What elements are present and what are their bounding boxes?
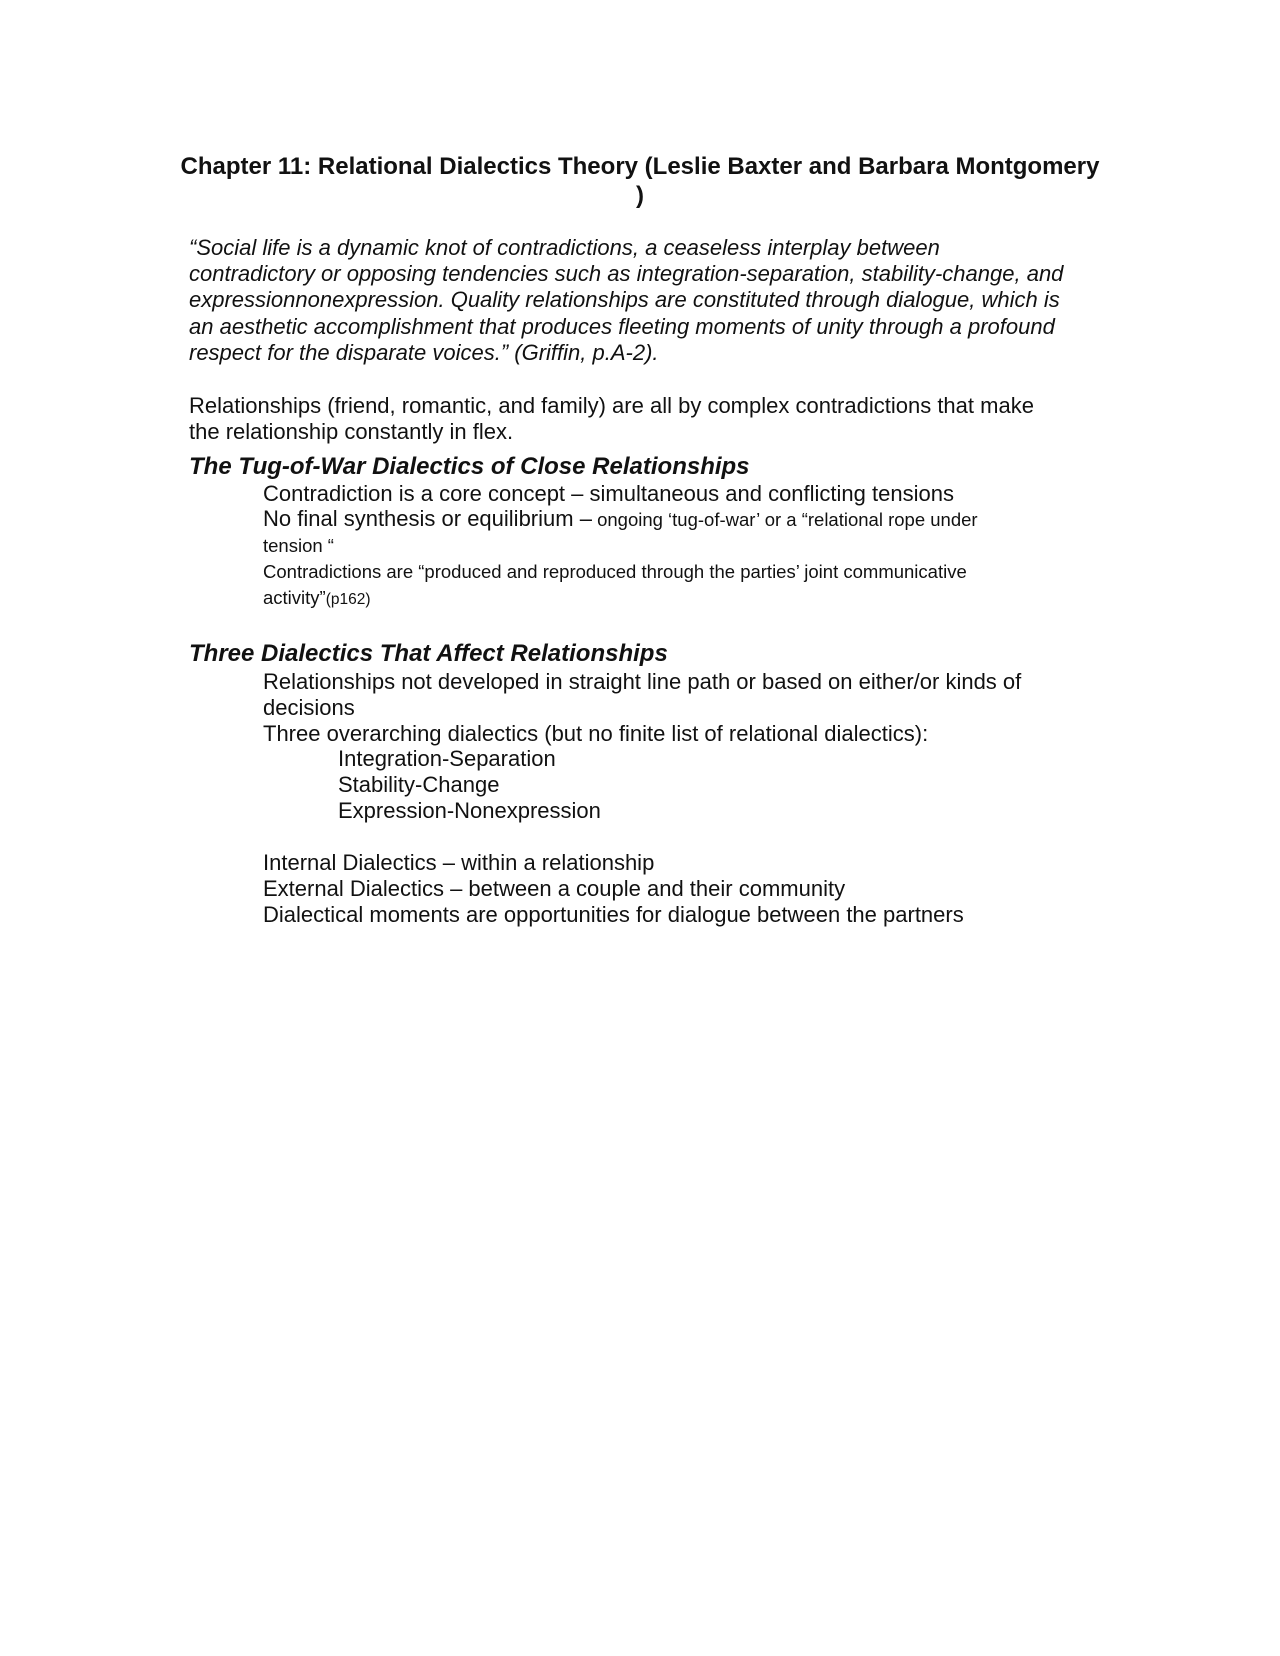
external-dialectics-line: External Dialectics – between a couple and their community	[263, 876, 846, 901]
opening-quote: “Social life is a dynamic knot of contradictions, a ceaseless interplay between contradictory or opposing tendencies such as integration-separation, stability-change, and expressionnonexpression. Quality relationships are constituted through dialogue, which is an aesthetic accomplishment that produces fleeting moments of unity through a profound respect for the disparate voices.” (Griffin, p.A-2).	[189, 235, 1064, 365]
tug-of-war-line-contradiction: Contradiction is a core concept – simultaneous and conflicting tensions	[263, 481, 954, 506]
page-reference: (p162)	[325, 591, 371, 608]
dialectic-item: Stability-Change	[338, 772, 500, 797]
dialectical-moments-line: Dialectical moments are opportunities for dialogue between the partners	[263, 902, 964, 927]
internal-dialectics-line: Internal Dialectics – within a relationship	[263, 850, 655, 875]
tug-of-war-line-produced: Contradictions are “produced and reproduced through the parties’ joint communicative	[263, 561, 967, 582]
three-dialectics-line-decisions: decisions	[263, 695, 355, 720]
synthesis-main-text: No final synthesis or equilibrium –	[263, 506, 592, 531]
three-dialectics-line-overarching: Three overarching dialectics (but no finite list of relational dialectics):	[263, 721, 929, 746]
section-heading-tug-of-war: The Tug-of-War Dialectics of Close Relationships	[189, 453, 750, 480]
tug-of-war-line-synthesis	[263, 506, 978, 533]
intro-paragraph: Relationships (friend, romantic, and family) are all by complex contradictions that make the relationship constantly in flex.	[189, 393, 1034, 444]
section-heading-three-dialectics: Three Dialectics That Affect Relationships	[189, 640, 668, 667]
tug-of-war-line-activity	[263, 585, 371, 613]
document-title: Chapter 11: Relational Dialectics Theory (Leslie Baxter and Barbara Montgomery )	[180, 153, 1100, 209]
tug-of-war-line-tension: tension “	[263, 535, 334, 556]
dialectic-item: Integration-Separation	[338, 746, 556, 771]
activity-text: activity”	[263, 587, 326, 608]
dialectic-item: Expression-Nonexpression	[338, 798, 601, 823]
synthesis-rest-text: ongoing ‘tug-of-war’ or a “relational rope under	[591, 509, 978, 530]
three-dialectics-line-straight-path: Relationships not developed in straight line path or based on either/or kinds of	[263, 669, 1022, 694]
